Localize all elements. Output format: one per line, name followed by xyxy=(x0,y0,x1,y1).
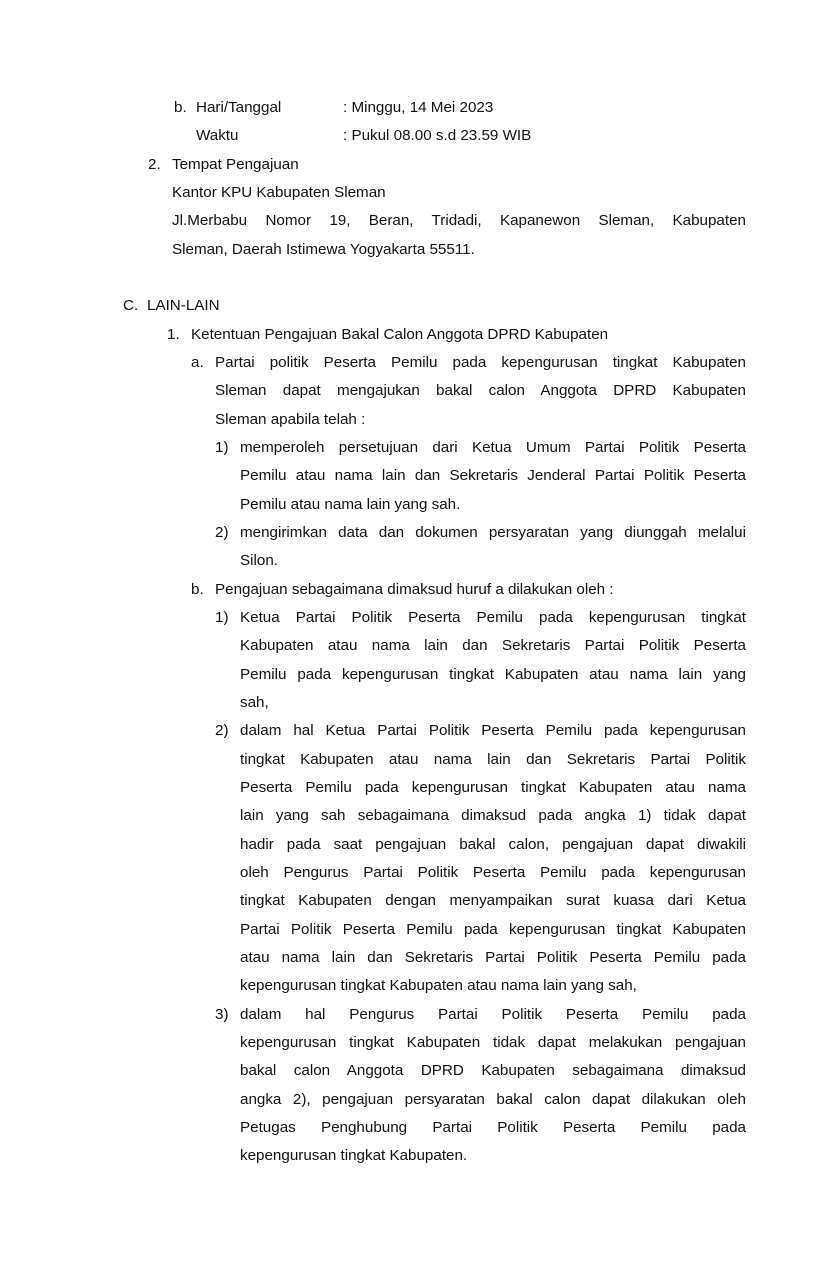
paragraph-line: Silon. xyxy=(240,552,278,569)
address-line: Sleman, Daerah Istimewa Yogyakarta 55511. xyxy=(172,241,475,258)
list-marker: 2) xyxy=(215,524,229,541)
address-line: Jl.Merbabu Nomor 19, Beran, Tridadi, Kapanewon Sleman, Kabupaten xyxy=(172,212,746,229)
paragraph-line: memperoleh persetujuan dari Ketua Umum Partai Politik Peserta xyxy=(240,439,746,456)
paragraph-line: Ketua Partai Politik Peserta Pemilu pada kepengurusan tingkat xyxy=(240,609,746,626)
office-name: Kantor KPU Kabupaten Sleman xyxy=(172,184,386,201)
list-marker: 1) xyxy=(215,439,229,456)
paragraph-line: Kabupaten atau nama lain dan Sekretaris Partai Politik Peserta xyxy=(240,637,746,654)
paragraph-line: Peserta Pemilu pada kepengurusan tingkat Kabupaten atau nama xyxy=(240,779,746,796)
paragraph-line: Petugas Penghubung Partai Politik Peserta Pemilu pada xyxy=(240,1119,746,1136)
paragraph-line: angka 2), pengajuan persyaratan bakal calon dapat dilakukan oleh xyxy=(240,1091,746,1108)
paragraph-line: tingkat Kabupaten dengan menyampaikan surat kuasa dari Ketua xyxy=(240,892,746,909)
paragraph-line: kepengurusan tingkat Kabupaten. xyxy=(240,1147,468,1164)
paragraph-line: mengirimkan data dan dokumen persyaratan yang diunggah melalui xyxy=(240,524,746,541)
time-label: Waktu xyxy=(196,127,239,144)
paragraph-line: Pemilu atau nama lain dan Sekretaris Jenderal Partai Politik Peserta xyxy=(240,467,746,484)
item-heading: Ketentuan Pengajuan Bakal Calon Anggota DPRD Kabupaten xyxy=(191,326,609,343)
list-marker: a. xyxy=(191,354,204,371)
paragraph-line: Pemilu atau nama lain yang sah. xyxy=(240,496,461,513)
paragraph-line: dalam hal Pengurus Partai Politik Peserta Pemilu pada xyxy=(240,1006,746,1023)
paragraph-line: dalam hal Ketua Partai Politik Peserta Pemilu pada kepengurusan xyxy=(240,722,746,739)
paragraph-line: oleh Pengurus Partai Politik Peserta Pemilu pada kepengurusan xyxy=(240,864,746,881)
list-marker: b. xyxy=(174,99,187,116)
day-label: Hari/Tanggal xyxy=(196,99,282,116)
section-marker: C. xyxy=(123,297,139,314)
list-marker: 2. xyxy=(148,156,161,173)
section-heading: LAIN-LAIN xyxy=(147,297,220,314)
list-marker: 2) xyxy=(215,722,229,739)
paragraph-line: Sleman apabila telah : xyxy=(215,411,366,428)
list-marker: 1) xyxy=(215,609,229,626)
paragraph-line: Partai politik Peserta Pemilu pada kepengurusan tingkat Kabupaten xyxy=(215,354,746,371)
list-marker: b. xyxy=(191,581,204,598)
list-marker: 1. xyxy=(167,326,180,343)
time-value: : Pukul 08.00 s.d 23.59 WIB xyxy=(343,127,532,144)
paragraph-line: kepengurusan tingkat Kabupaten tidak dapat melakukan pengajuan xyxy=(240,1034,746,1051)
paragraph-line: hadir pada saat pengajuan bakal calon, pengajuan dapat diwakili xyxy=(240,836,746,853)
paragraph-line: bakal calon Anggota DPRD Kabupaten sebagaimana dimaksud xyxy=(240,1062,746,1079)
paragraph-line: Pemilu pada kepengurusan tingkat Kabupaten atau nama lain yang xyxy=(240,666,746,683)
paragraph-line: atau nama lain dan Sekretaris Partai Politik Peserta Pemilu pada xyxy=(240,949,746,966)
paragraph-line: Partai Politik Peserta Pemilu pada kepengurusan tingkat Kabupaten xyxy=(240,921,746,938)
list-marker: 3) xyxy=(215,1006,229,1023)
day-value: : Minggu, 14 Mei 2023 xyxy=(343,99,494,116)
paragraph-line: kepengurusan tingkat Kabupaten atau nama lain yang sah, xyxy=(240,977,637,994)
paragraph-line: tingkat Kabupaten atau nama lain dan Sekretaris Partai Politik xyxy=(240,751,746,768)
paragraph-line: sah, xyxy=(240,694,269,711)
paragraph-line: Pengajuan sebagaimana dimaksud huruf a dilakukan oleh : xyxy=(215,581,614,598)
paragraph-line: lain yang sah sebagaimana dimaksud pada angka 1) tidak dapat xyxy=(240,807,746,824)
paragraph-line: Sleman dapat mengajukan bakal calon Anggota DPRD Kabupaten xyxy=(215,382,746,399)
place-heading: Tempat Pengajuan xyxy=(172,156,299,173)
